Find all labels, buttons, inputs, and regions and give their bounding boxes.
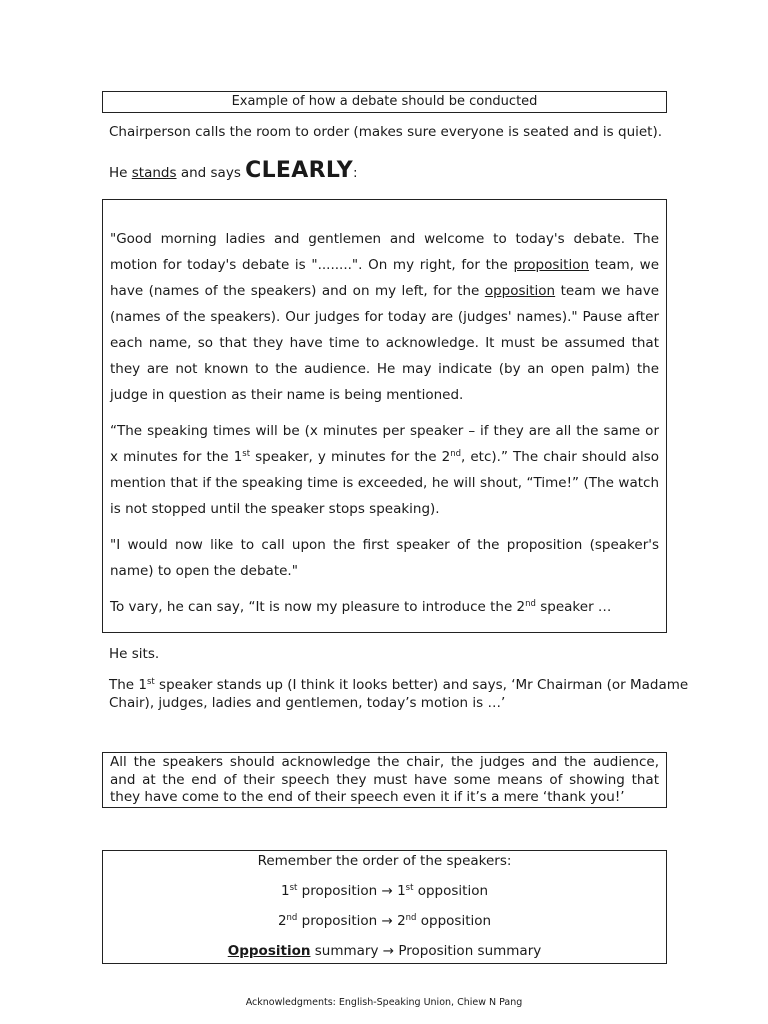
order-text: summary → Proposition summary [310, 943, 542, 959]
order-text: proposition → [297, 883, 398, 899]
colon: : [352, 165, 358, 181]
speech-paragraph-1 [110, 226, 659, 408]
opposition-underlined: opposition [484, 283, 556, 299]
order-text: opposition [413, 883, 489, 899]
clearly-emphasis: CLEARLY [245, 158, 353, 183]
superscript-st: st [242, 449, 251, 459]
superscript-nd: nd [286, 913, 298, 923]
speech-p2-part-a: “The speaking times will be (x minutes per speaker – if they are all the same or x minutes for the 1 [110, 423, 659, 465]
document-title: Example of how a debate should be conducted [102, 91, 667, 113]
speech-p4-part-b: speaker … [535, 599, 612, 615]
speech-paragraph-2 [110, 418, 659, 522]
first-speaker-line-2: Chair), judges, ladies and gentlemen, today’s motion is …’ [109, 695, 506, 711]
order-number: 1 [280, 883, 290, 899]
proposition-underlined: proposition [513, 257, 590, 273]
superscript-st: st [147, 677, 155, 687]
order-row-3 [103, 943, 666, 959]
superscript-nd: nd [525, 599, 536, 609]
stands-line [109, 158, 358, 183]
superscript-nd: nd [405, 913, 417, 923]
order-row-1 [103, 883, 666, 899]
speech-p4-part-a: To vary, he can say, “It is now my pleasure to introduce the 2 [110, 599, 526, 615]
order-number: 2 [397, 913, 406, 929]
order-number: 2 [277, 913, 287, 929]
first-speaker-part-a: The 1 [109, 677, 147, 693]
order-row-2 [103, 913, 666, 929]
acknowledge-box: All the speakers should acknowledge the chair, the judges and the audience, and at the end of their speech they must have some means of showing that they have come to the end of their speech even it if it’s a mere ‘thank you!’ [102, 752, 667, 808]
first-speaker-paragraph [109, 676, 688, 712]
speech-p2-part-b: speaker, y minutes for the 2 [250, 449, 451, 465]
speech-p1-part-a: "Good morning ladies and gentlemen and welcome to today's debate. The motion for today's debate is "........". On my right, for the [110, 231, 659, 273]
intro-text: Chairperson calls the room to order (makes sure everyone is seated and is quiet). [109, 124, 663, 140]
speech-paragraph-3: "I would now like to call upon the first speaker of the proposition (speaker's name) to open the debate." [110, 537, 659, 579]
speech-p2-part-c: , etc).” The chair should also mention that if the speaking time is exceeded, he will shout, “Time!” (The watch is not stopped until the speaker stops speaking). [110, 449, 660, 517]
speech-p1-part-b: team, we have (names of the speakers) and on my left, for the [110, 257, 660, 299]
speech-paragraph-4 [110, 594, 659, 620]
superscript-nd: nd [450, 449, 461, 459]
footer-acknowledgments: Acknowledgments: English-Speaking Union, Chiew N Pang [245, 997, 523, 1008]
first-speaker-line-1 [109, 676, 688, 694]
he-sits-text: He sits. [109, 646, 160, 662]
chair-speech-box [102, 199, 667, 633]
superscript-st: st [289, 883, 298, 893]
speech-p1-part-c: team we have (names of the speakers). Our judges for today are (judges' names)." Pause after each name, so that they have time to acknowledge. It must be assumed that they are not known to the audience. He may indicate (by an open palm) the judge in question as their name is being mentioned. [110, 283, 659, 403]
he-text: He [109, 165, 128, 181]
first-speaker-part-b: speaker stands up (I think it looks better) and says, ‘Mr Chairman (or Madame [154, 677, 689, 693]
order-text: proposition → [297, 913, 398, 929]
superscript-st: st [405, 883, 414, 893]
order-heading: Remember the order of the speakers: [257, 853, 512, 869]
and-says-text: and says [180, 165, 241, 181]
stands-underlined: stands [131, 165, 177, 181]
opposition-bold-underlined: Opposition [227, 943, 311, 959]
order-text: opposition [416, 913, 492, 929]
speaker-order-box [102, 850, 667, 964]
order-number: 1 [397, 883, 406, 899]
